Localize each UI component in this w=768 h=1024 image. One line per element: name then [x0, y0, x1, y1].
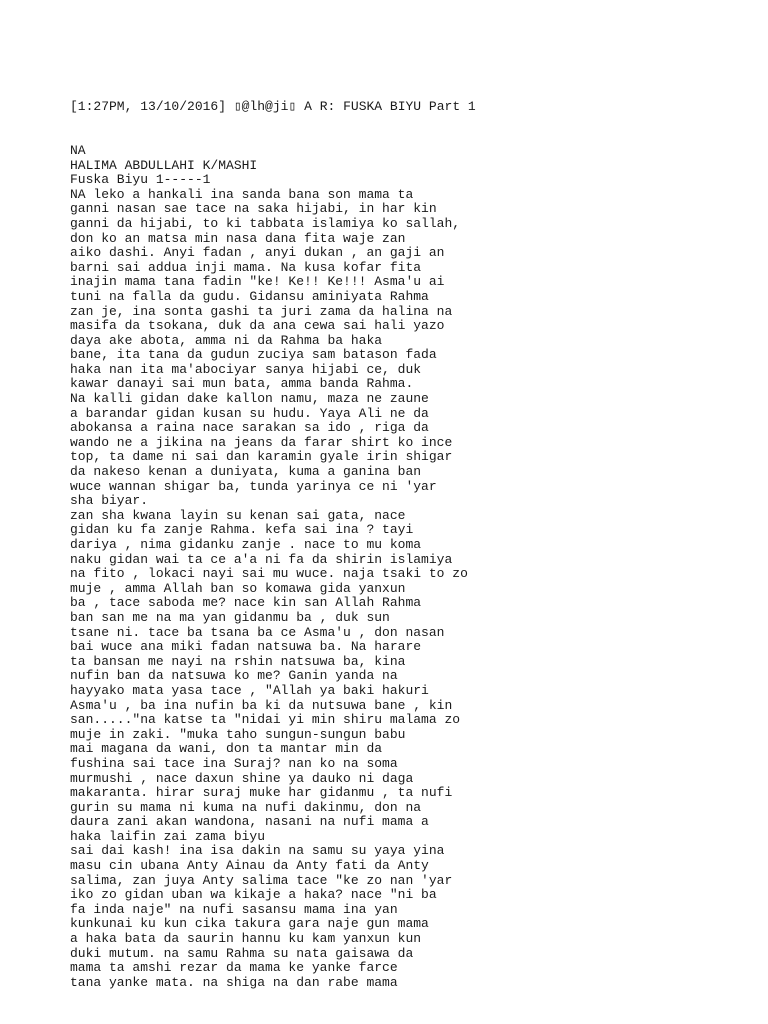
text-line: makaranta. hirar suraj muke har gidanmu , ta nufi	[70, 785, 453, 801]
text-line: tuni na falla da gudu. Gidansu aminiyata Rahma	[70, 288, 429, 304]
text-line: inajin mama tana fadin "ke! Ke!! Ke!!! Asma'u ai	[70, 274, 445, 290]
text-line: masifa da tsokana, duk da ana cewa sai hali yazo	[70, 318, 445, 334]
text-line: a haka bata da saurin hannu ku kam yanxun kun	[70, 931, 422, 947]
text-line: ganni da hijabi, to ki tabbata islamiya ko sallah,	[70, 215, 461, 231]
text-line: daya ake abota, amma ni da Rahma ba haka	[70, 332, 383, 348]
text-line: mama ta amshi rezar da mama ke yanke farce	[70, 960, 398, 976]
text-line: HALIMA ABDULLAHI K/MASHI	[70, 157, 258, 173]
text-line: duki mutum. na samu Rahma su nata gaisawa da	[70, 945, 414, 961]
text-line: gurin su mama ni kuma na nufi dakinmu, don na	[70, 799, 422, 815]
text-line: iko zo gidan uban wa kikaje a haka? nace "ni ba	[70, 887, 437, 903]
text-line: gidan ku fa zanje Rahma. kefa sai ina ? tayi	[70, 522, 414, 538]
text-line: na fito , lokaci nayi sai mu wuce. naja tsaki to zo	[70, 566, 468, 582]
text-line: NA leko a hankali ina sanda bana son mama ta	[70, 186, 414, 202]
text-line: haka laifin zai zama biyu	[70, 828, 266, 844]
text-line: barni sai addua inji mama. Na kusa kofar fita	[70, 259, 422, 275]
text-line: haka nan ita ma'abociyar sanya hijabi ce, duk	[70, 361, 422, 377]
text-line: fa inda naje" na nufi sasansu mama ina yan	[70, 901, 398, 917]
text-line: Asma'u , ba ina nufin ba ki da nutsuwa bane , kin	[70, 697, 453, 713]
text-line: daura zani akan wandona, nasani na nufi mama a	[70, 814, 429, 830]
text-line: ban san me na ma yan gidanmu ba , duk sun	[70, 609, 390, 625]
text-line: Fuska Biyu 1-----1	[70, 172, 211, 188]
text-line: ta bansan me nayi na rshin natsuwa ba, kina	[70, 653, 406, 669]
text-line: mai magana da wani, don ta mantar min da	[70, 741, 383, 757]
header-line: [1:27PM, 13/10/2016] ▯@lh@ji▯ A R: FUSKA BIYU Part 1	[70, 99, 476, 115]
text-line: bai wuce ana miki fadan natsuwa ba. Na harare	[70, 639, 422, 655]
text-line: sha biyar.	[70, 493, 149, 509]
text-line: murmushi , nace daxun shine ya dauko ni daga	[70, 770, 414, 786]
text-line: don ko an matsa min nasa dana fita waje zan	[70, 230, 406, 246]
text-line: tana yanke mata. na shiga na dan rabe mama	[70, 974, 398, 990]
text-line: top, ta dame ni sai dan karamin gyale irin shigar	[70, 449, 453, 465]
text-line: nufin ban da natsuwa ko me? Ganin yanda na	[70, 668, 398, 684]
text-line: zan je, ina sonta gashi ta juri zama da halina na	[70, 303, 453, 319]
text-line: san....."na katse ta "nidai yi min shiru malama zo	[70, 712, 461, 728]
text-line: masu cin ubana Anty Ainau da Anty fati da Anty	[70, 858, 429, 874]
text-line: dariya , nima gidanku zanje . nace to mu koma	[70, 537, 422, 552]
text-line: sai dai kash! ina isa dakin na samu su yaya yina	[70, 843, 445, 859]
text-line: fushina sai tace ina Suraj? nan ko na soma	[70, 755, 398, 771]
text-line: salima, zan juya Anty salima tace "ke zo nan 'yar	[70, 872, 453, 888]
text-line: wando ne a jikina na jeans da farar shirt ko ince	[70, 434, 453, 450]
text-line: tsane ni. tace ba tsana ba ce Asma'u , don nasan	[70, 624, 445, 640]
text-line: kunkunai ku kun cika takura gara naje gun mama	[70, 916, 429, 932]
text-line: abokansa a raina nace sarakan sa ido , riga da	[70, 420, 429, 436]
text-line: kawar danayi sai mun bata, amma banda Rahma.	[70, 376, 414, 392]
text-line: ba , tace saboda me? nace kin san Allah Rahma	[70, 595, 422, 611]
text-line: Na kalli gidan dake kallon namu, maza ne zaune	[70, 391, 429, 407]
text-line: zan sha kwana layin su kenan sai gata, nace	[70, 507, 406, 523]
document-text	[70, 71, 476, 1020]
text-line: naku gidan wai ta ce a'a ni fa da shirin islamiya	[70, 551, 453, 567]
text-line: ganni nasan sae tace na saka hijabi, in har kin	[70, 201, 437, 217]
text-line: aiko dashi. Anyi fadan , anyi dukan , an gaji an	[70, 245, 445, 261]
text-line: bane, ita tana da gudun zuciya sam batason fada	[70, 347, 437, 363]
text-line: da nakeso kenan a duniyata, kuma a ganina ban	[70, 464, 422, 480]
text-line: wuce wannan shigar ba, tunda yarinya ce ni 'yar	[70, 478, 437, 494]
text-line: muje in zaki. "muka taho sungun-sungun babu	[70, 726, 406, 742]
text-line: hayyako mata yasa tace , "Allah ya baki hakuri	[70, 682, 429, 698]
text-line: muje , amma Allah ban so komawa gida yanxun	[70, 580, 406, 596]
body-lines	[70, 144, 476, 990]
text-line: a barandar gidan kusan su hudu. Yaya Ali ne da	[70, 405, 429, 421]
text-line: NA	[70, 142, 86, 158]
